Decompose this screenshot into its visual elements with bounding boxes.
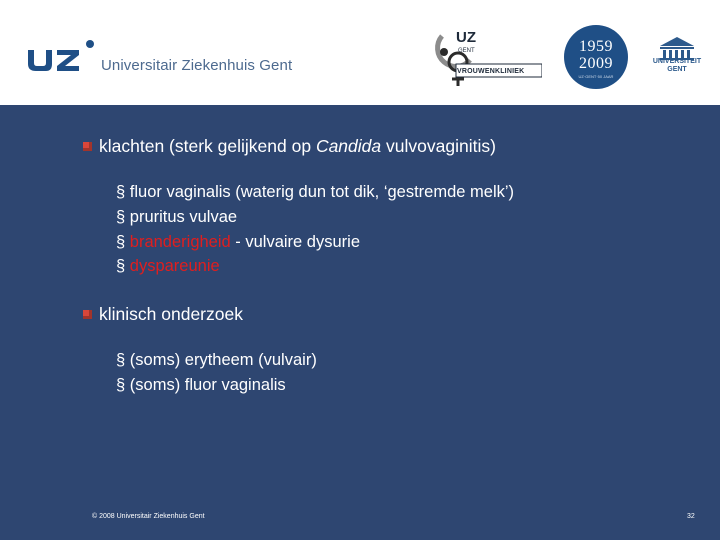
sub-bullet: § bbox=[116, 183, 126, 201]
sub-bullet: § bbox=[116, 233, 126, 251]
page-number: 32 bbox=[687, 513, 695, 520]
section-bullet-icon bbox=[83, 310, 92, 319]
list-item bbox=[116, 351, 317, 370]
uz-logo bbox=[26, 38, 98, 74]
section-heading-onderzoek: klinisch onderzoek bbox=[99, 304, 243, 324]
sub-bullet: § bbox=[116, 208, 126, 226]
vk-gent-text: GENT bbox=[458, 48, 475, 54]
list-item-text: (soms) erytheem (vulvair) bbox=[129, 351, 317, 369]
list-item bbox=[116, 257, 220, 276]
vk-uz-text: UZ bbox=[456, 29, 476, 46]
heading-italic: Candida bbox=[315, 136, 382, 156]
vrouwenkliniek-label: VROUWENKLINIEK bbox=[457, 68, 525, 75]
heading-text-end: vulvovaginitis) bbox=[381, 136, 496, 156]
anniversary-year-start: 1959 bbox=[579, 38, 613, 55]
university-label-line2: GENT bbox=[667, 66, 687, 73]
list-item bbox=[116, 208, 237, 227]
anniversary-subtitle: UZ·GENT·50 JAAR bbox=[578, 74, 614, 79]
anniversary-year-end: 2009 bbox=[579, 55, 613, 72]
university-label bbox=[644, 58, 710, 74]
university-label-line1: UNIVERSITEIT bbox=[652, 58, 702, 65]
footer-copyright: © 2008 Universitair Ziekenhuis Gent bbox=[92, 513, 205, 520]
list-item bbox=[116, 233, 360, 252]
list-item-text: (soms) fluor vaginalis bbox=[129, 376, 286, 394]
section-heading-klachten bbox=[99, 136, 496, 157]
sub-bullet: § bbox=[116, 351, 126, 369]
list-item-text: pruritus vulvae bbox=[129, 208, 238, 226]
vrouwenkliniek-logo bbox=[430, 26, 542, 90]
list-item bbox=[116, 376, 286, 395]
header-bar bbox=[0, 0, 720, 105]
sub-bullet: § bbox=[116, 257, 126, 275]
anniversary-logo bbox=[564, 25, 628, 89]
section-bullet-icon bbox=[83, 142, 92, 151]
list-item bbox=[116, 183, 514, 202]
heading-text: (sterk gelijkend op bbox=[164, 136, 316, 156]
list-item-text: - vulvaire dysurie bbox=[230, 233, 360, 251]
heading-bold: klachten bbox=[99, 136, 165, 156]
list-item-text: fluor vaginalis (waterig dun tot dik, ‘gestremde melk’) bbox=[129, 183, 515, 201]
list-item-text-highlight: branderigheid bbox=[129, 233, 231, 251]
hospital-name: Universitair Ziekenhuis Gent bbox=[101, 57, 293, 74]
sub-bullet: § bbox=[116, 376, 126, 394]
list-item-text-highlight: dyspareunie bbox=[129, 257, 220, 275]
